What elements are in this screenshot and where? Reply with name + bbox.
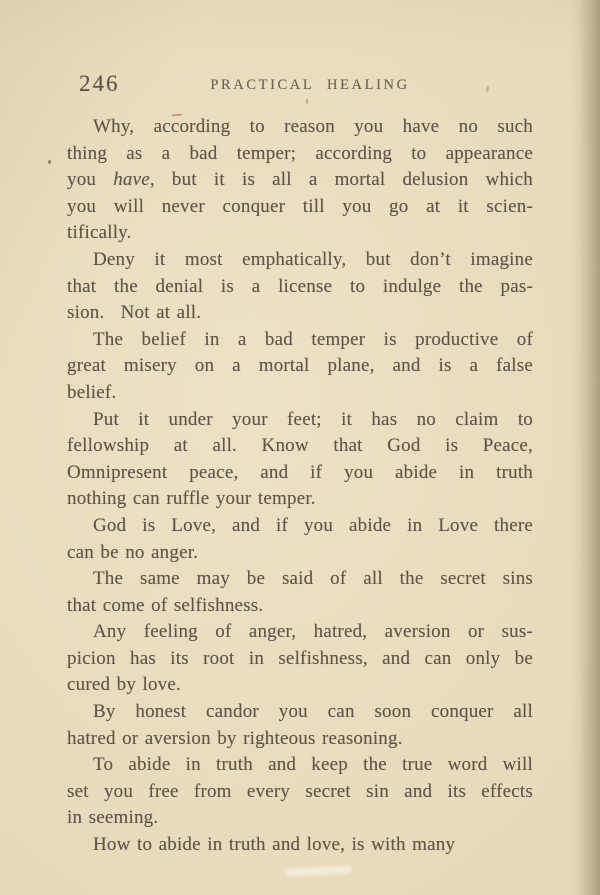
running-header-title: PRACTICAL HEALING xyxy=(210,77,410,93)
text-line: tifically. xyxy=(67,222,132,244)
paragraph xyxy=(67,752,533,832)
paragraph xyxy=(67,114,533,247)
ink-dot-icon xyxy=(48,160,51,164)
text-line: nothing can ruffle your temper. xyxy=(67,488,316,510)
text-line: The belief in a bad temper is productive of xyxy=(93,328,533,350)
text-line: Any feeling of anger, hatred, aversion or sus- xyxy=(93,621,533,643)
text-line: set you free from every secret sin and its effects xyxy=(67,780,533,802)
text-line: you will never conquer till you go at it scien- xyxy=(67,195,533,217)
text-line: that come of selfishness. xyxy=(67,594,264,616)
text-line: Why, according to reason you have no such xyxy=(93,116,533,137)
text-line: How to abide in truth and love, is with many xyxy=(93,834,456,856)
scan-speck-icon xyxy=(306,99,308,104)
text-line: Deny it most emphatically, but don’t imagine xyxy=(93,248,533,270)
paragraph xyxy=(67,513,533,566)
paragraph xyxy=(67,407,533,513)
page-number: 246 xyxy=(79,71,120,96)
text-line: To abide in truth and keep the true word will xyxy=(93,754,533,776)
text-line: sion. Not at all. xyxy=(67,302,202,324)
text-line: cured by love. xyxy=(67,674,181,696)
text-line: hatred or aversion by righteous reasoning. xyxy=(67,727,403,749)
text-line: picion has its root in selfishness, and can only be xyxy=(67,647,533,669)
text-line: that the denial is a license to indulge the pas- xyxy=(67,275,533,297)
paragraph xyxy=(67,832,533,859)
paragraph xyxy=(67,327,533,407)
text-block xyxy=(67,114,533,859)
smudge-mark xyxy=(286,865,352,876)
text-line: By honest candor you can soon conquer all xyxy=(93,701,533,723)
text-line: The same may be said of all the secret sins xyxy=(93,568,533,590)
paragraph xyxy=(67,566,533,619)
text-line: great misery on a mortal plane, and is a false xyxy=(67,355,533,377)
text-line: thing as a bad temper; according to appearance xyxy=(67,142,533,164)
text-line: Put it under your feet; it has no claim to xyxy=(93,408,533,430)
text-line: can be no anger. xyxy=(67,541,199,563)
text-line: fellowship at all. Know that God is Peace, xyxy=(67,435,533,457)
paragraph xyxy=(67,247,533,327)
paragraph xyxy=(67,619,533,699)
text-line: belief. xyxy=(67,381,117,403)
text-line: you have, but it is all a mortal delusion which xyxy=(67,169,533,191)
text-line: God is Love, and if you abide in Love there xyxy=(93,514,533,536)
text-line: Omnipresent peace, and if you abide in truth xyxy=(67,461,533,483)
text-line: in seeming. xyxy=(67,807,159,829)
paragraph xyxy=(67,699,533,752)
